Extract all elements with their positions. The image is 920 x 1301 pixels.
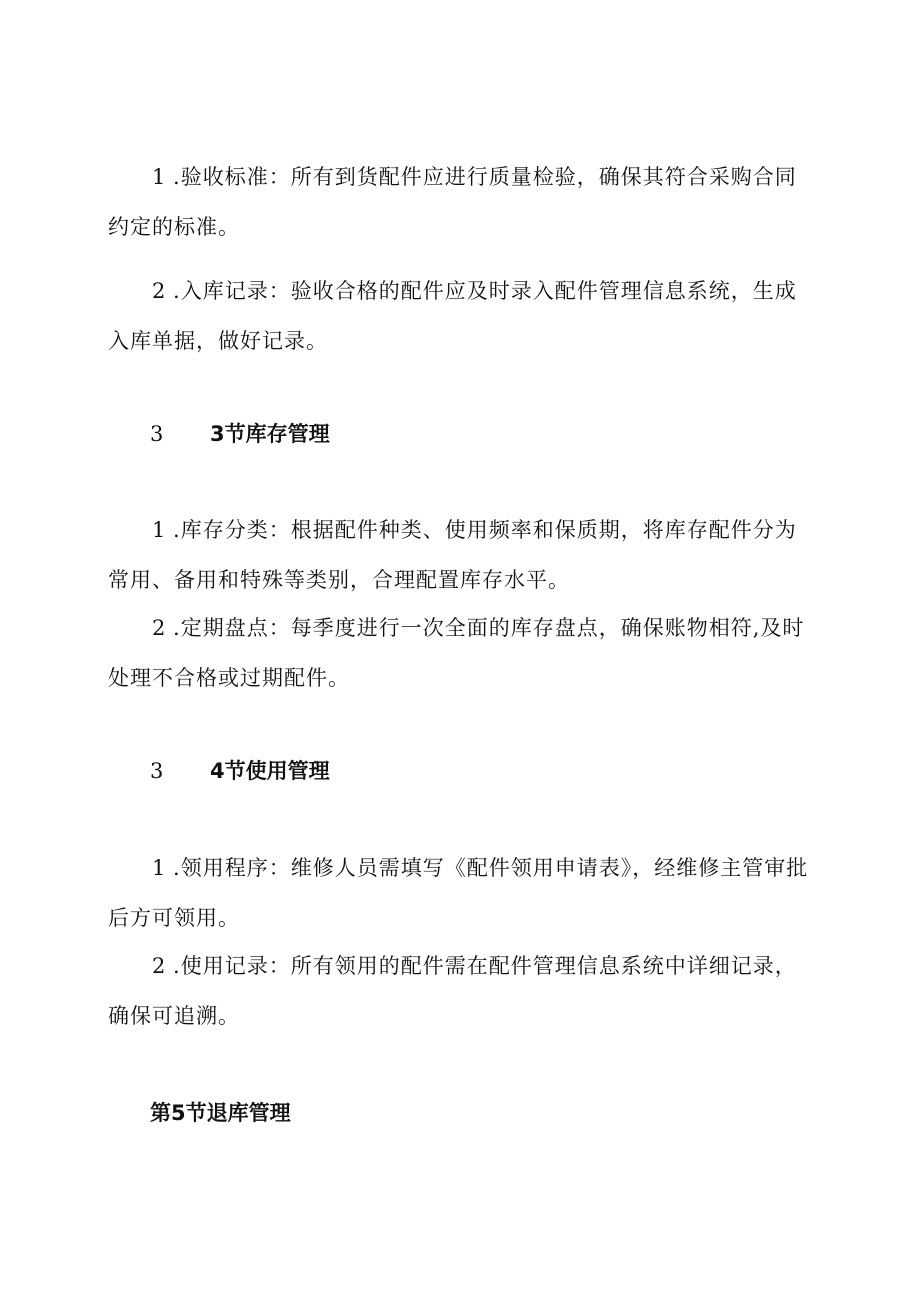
paragraph-inventory-classification — [108, 505, 814, 605]
item-index: 1 — [152, 518, 166, 542]
paragraph-inbound-record — [108, 266, 814, 366]
heading-title: 第5节退库管理 — [150, 1101, 291, 1125]
item-text: .定期盘点：每季度进行一次全面的库存盘点，确保账物相符,及时处理不合格或过期配件。 — [108, 616, 805, 690]
paragraph-requisition-procedure — [108, 843, 814, 943]
item-index: 1 — [152, 856, 166, 880]
heading-title: 4节使用管理 — [210, 759, 330, 783]
paragraph-acceptance-standard — [108, 152, 814, 252]
item-index: 2 — [152, 954, 166, 978]
section-heading-inventory — [150, 419, 330, 449]
item-index: 2 — [152, 279, 166, 303]
item-text: .领用程序：维修人员需填写《配件领用申请表》，经维修主管审批后方可领用。 — [108, 856, 809, 930]
section-heading-return — [150, 1098, 291, 1128]
item-text: .验收标准：所有到货配件应进行质量检验，确保其符合采购合同约定的标准。 — [108, 165, 797, 239]
paragraph-periodic-stocktake — [108, 603, 814, 703]
paragraph-usage-record — [108, 941, 814, 1041]
heading-number: 3 — [150, 759, 164, 783]
item-text: .入库记录：验收合格的配件应及时录入配件管理信息系统，生成入库单据，做好记录。 — [108, 279, 797, 353]
item-text: .库存分类：根据配件种类、使用频率和保质期，将库存配件分为常用、备用和特殊等类别，合理配置库存水平。 — [108, 518, 797, 592]
section-heading-usage — [150, 756, 330, 786]
item-index: 1 — [152, 165, 166, 189]
heading-title: 3节库存管理 — [210, 422, 330, 446]
item-text: .使用记录：所有领用的配件需在配件管理信息系统中详细记录，确保可追溯。 — [108, 954, 797, 1028]
item-index: 2 — [152, 616, 166, 640]
heading-number: 3 — [150, 422, 164, 446]
